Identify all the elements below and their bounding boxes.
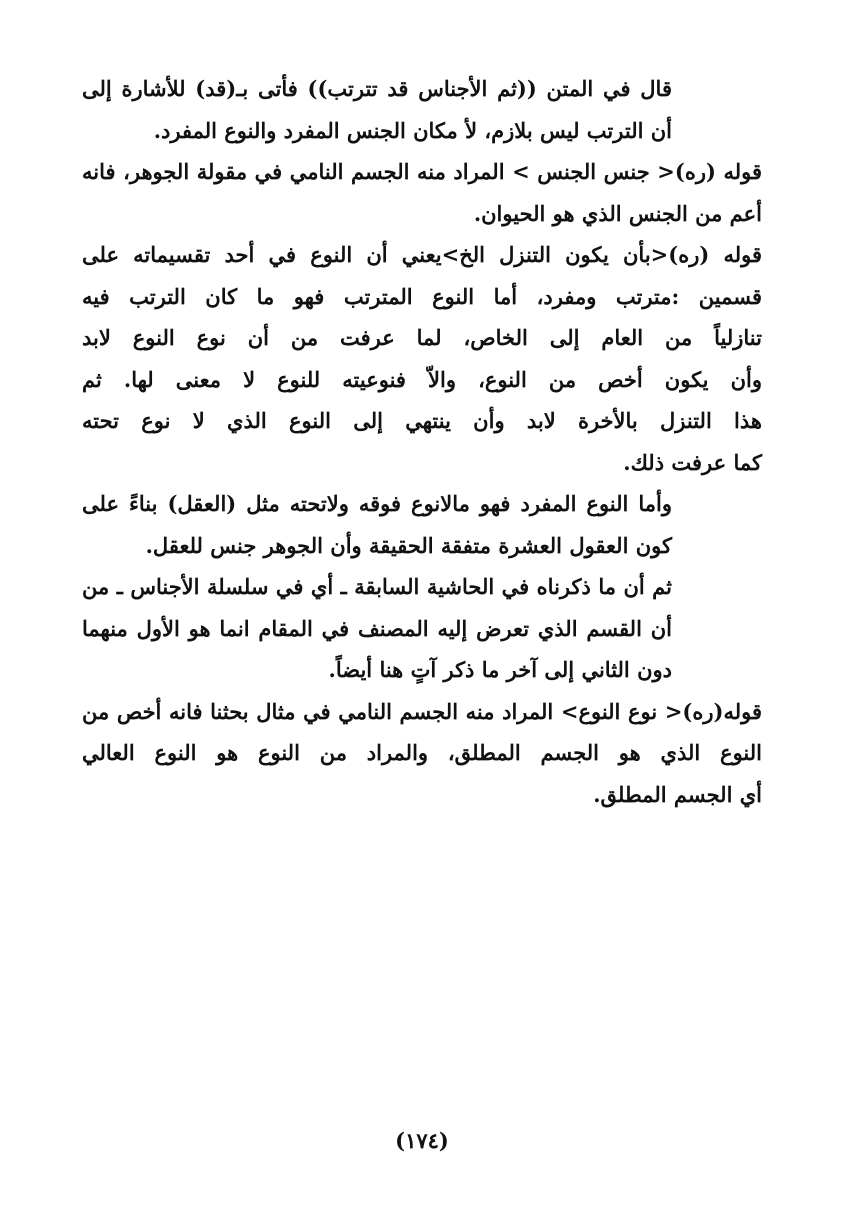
text-line: قال في المتن ((ثم الأجناس قد تترتب)) فأتى بـ(قد) للأشارة إلى <box>82 76 672 101</box>
text-line: أعم من الجنس الذي هو الحيوان. <box>473 200 762 226</box>
text-line: وأن يكون أخص من النوع، والاّ فنوعيته للنوع لا معنى لها. ثم <box>82 366 762 392</box>
paragraph-p3 <box>82 234 762 483</box>
text-line: وأما النوع المفرد فهو مالانوع فوقه ولاتحته مثل (العقل) بناءً على <box>82 491 672 516</box>
text-line: قسمين :مترتب ومفرد، أما النوع المترتب فهو ما كان الترتب فيه <box>82 283 762 309</box>
paragraph-p1 <box>82 68 762 151</box>
text-line: أي الجسم المطلق. <box>593 781 762 807</box>
body-text <box>82 68 762 815</box>
paragraph-p5 <box>82 566 762 691</box>
text-line: قوله(ره)< نوع النوع> المراد منه الجسم النامي في مثال بحثنا فانه أخص من <box>82 698 762 724</box>
text-line: كون العقول العشرة متفقة الحقيقة وأن الجوهر جنس للعقل. <box>145 532 672 558</box>
text-line: النوع الذي هو الجسم المطلق، والمراد من النوع هو النوع العالي <box>82 740 762 765</box>
text-line: أن القسم الذي تعرض إليه المصنف في المقام انما هو الأول منهما <box>82 615 672 641</box>
text-line: قوله (ره)<بأن يكون التنزل الخ>يعني أن النوع في أحد تقسيماته على <box>82 242 762 267</box>
text-line: هذا التنزل بالأخرة لابد وأن ينتهي إلى النوع الذي لا نوع تحته <box>82 408 762 433</box>
text-line: دون الثاني إلى آخر ما ذكر آتٍ هنا أيضاً. <box>328 657 672 682</box>
page-number: (١٧٤) <box>395 1128 449 1153</box>
text-line: كما عرفت ذلك. <box>623 449 762 475</box>
text-line: تنازلياً من العام إلى الخاص، لما عرفت من أن نوع النوع لابد <box>82 325 762 350</box>
text-line: قوله (ره)< جنس الجنس > المراد منه الجسم النامي في مقولة الجوهر، فانه <box>82 159 762 184</box>
text-line: ثم أن ما ذكرناه في الحاشية السابقة ـ أي في سلسلة الأجناس ـ من <box>82 574 672 599</box>
paragraph-p4 <box>82 483 762 566</box>
paragraph-p2 <box>82 151 762 234</box>
text-line: أن الترتب ليس بلازم، لأ مكان الجنس المفرد والنوع المفرد. <box>153 117 672 143</box>
paragraph-p6 <box>82 691 762 816</box>
